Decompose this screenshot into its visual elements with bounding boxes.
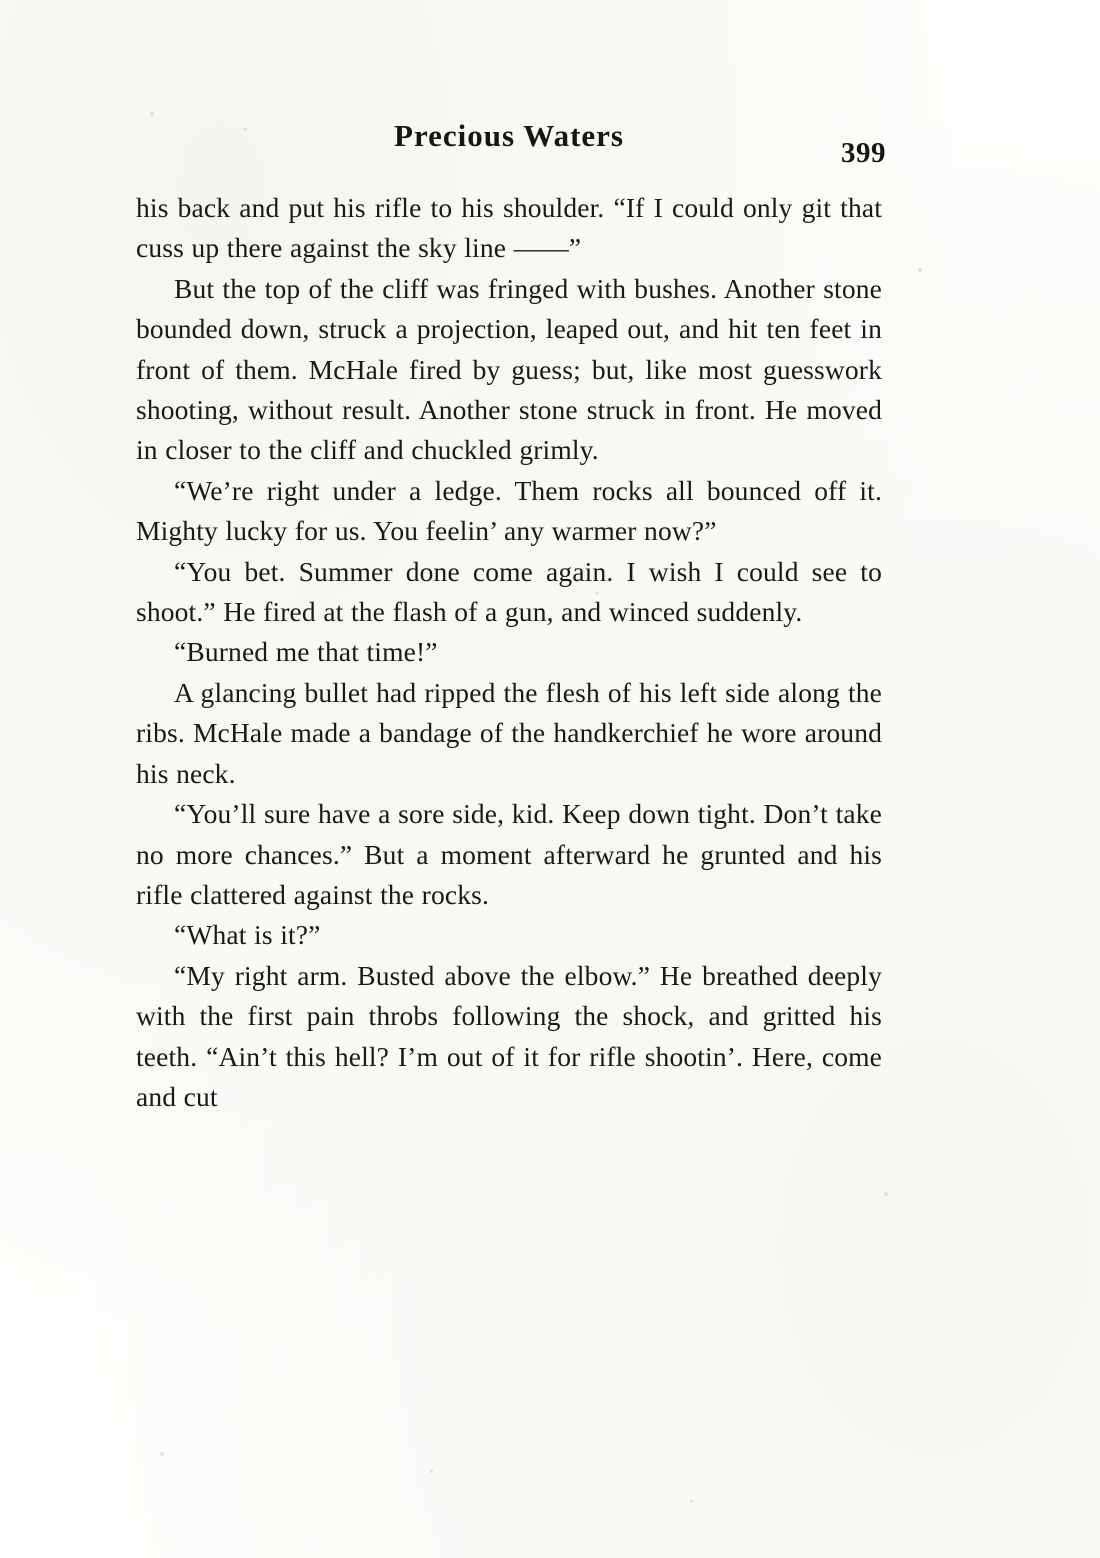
paper-speck — [430, 1470, 433, 1473]
paragraph: But the top of the cliff was fringed with bushes. Another stone bounded down, struck a projection, leaped out, and hit ten feet in front of them. McHale fired by guess; but, like most guesswork shooting, without result. Another stone struck in front. He moved in closer to the cliff and chuckled grimly. — [136, 272, 882, 466]
paragraph: “My right arm. Busted above the elbow.” He breathed deeply with the first pain throbs following the shock, and gritted his teeth. “Ain’t this hell? I’m out of it for rifle shootin’. Here, come and cut — [136, 959, 882, 1112]
page-header — [136, 118, 886, 172]
paper-speck — [918, 268, 922, 272]
paragraph: “You bet. Summer done come again. I wish I could see to shoot.” He fired at the flash of a gun, and winced suddenly. — [136, 555, 882, 628]
running-title: Precious Waters — [394, 118, 624, 153]
paper-speck — [150, 112, 154, 116]
paper-speck — [160, 1452, 164, 1456]
paragraph: “You’ll sure have a sore side, kid. Keep down tight. Don’t take no more chances.” But a moment afterward he grunted and his rifle clattered against the rocks. — [136, 798, 882, 910]
page-content — [136, 118, 886, 1117]
paragraph: his back and put his rifle to his shoulder. “If I could only git that cuss up there against the sky line ——” — [136, 192, 882, 264]
body-text — [136, 188, 882, 1117]
paragraph: “We’re right under a ledge. Them rocks all bounced off it. Mighty lucky for us. You feelin’ any warmer now?” — [136, 474, 882, 547]
paper-speck — [884, 1192, 888, 1196]
paragraph: “What is it?” — [174, 919, 321, 951]
paragraph: “Burned me that time!” — [174, 636, 438, 668]
page-number: 399 — [841, 137, 886, 169]
paragraph: A glancing bullet had ripped the flesh of his left side along the ribs. McHale made a bandage of the handkerchief he wore around his neck. — [136, 676, 882, 789]
paper-speck — [690, 1500, 693, 1503]
